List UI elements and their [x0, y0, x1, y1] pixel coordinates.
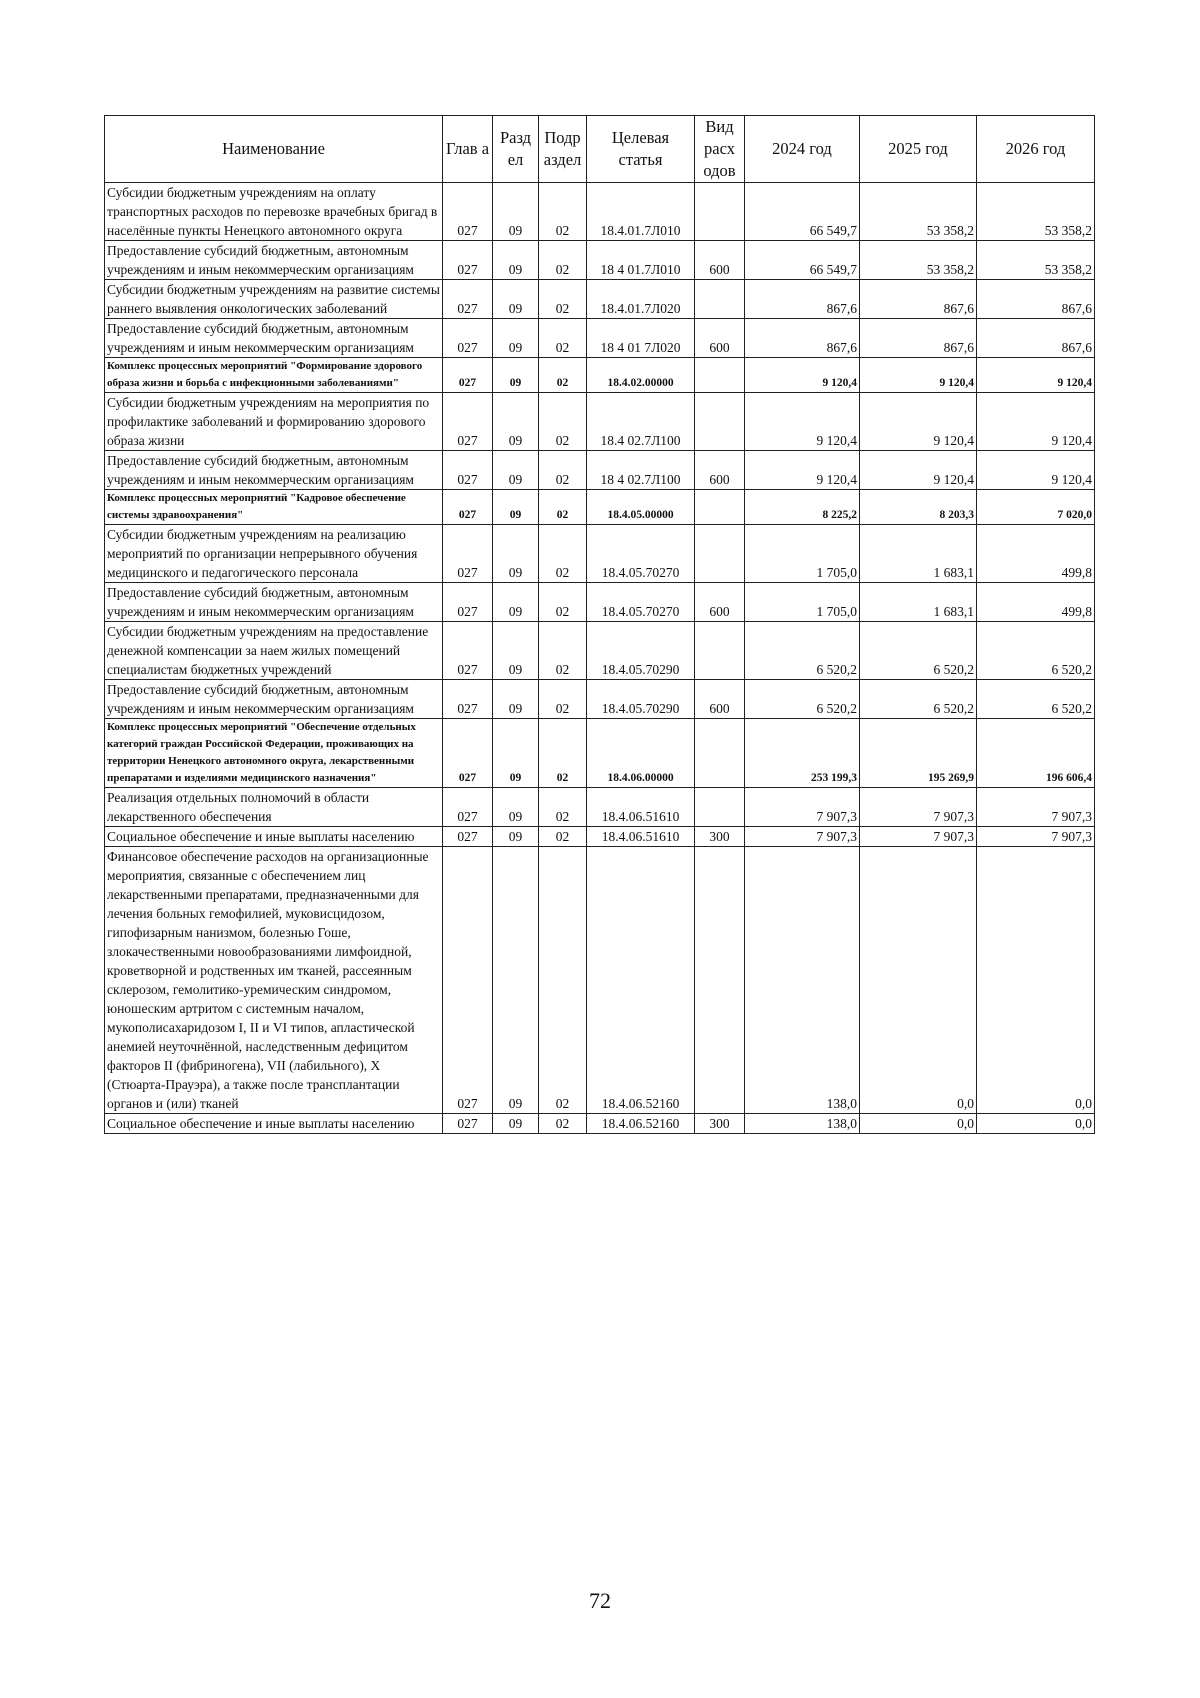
table-row: [105, 490, 1095, 525]
cell-2025: 8 203,3: [860, 490, 977, 525]
cell-glava: 027: [443, 680, 493, 719]
cell-2024: 867,6: [745, 319, 860, 358]
cell-2026: 53 358,2: [977, 241, 1095, 280]
cell-razdel: 09: [493, 183, 539, 241]
cell-name: Предоставление субсидий бюджетным, автономным учреждениям и иным некоммерческим организациям: [105, 680, 443, 719]
cell-2024: 7 907,3: [745, 827, 860, 847]
cell-podrazdel: 02: [539, 451, 587, 490]
cell-glava: 027: [443, 490, 493, 525]
cell-razdel: 09: [493, 319, 539, 358]
cell-2026: 7 907,3: [977, 788, 1095, 827]
cell-2024: 66 549,7: [745, 183, 860, 241]
cell-2024: 9 120,4: [745, 451, 860, 490]
cell-2025: 7 907,3: [860, 788, 977, 827]
cell-vid: 600: [695, 241, 745, 280]
cell-2025: 7 907,3: [860, 827, 977, 847]
cell-statya: 18.4.06.52160: [587, 1114, 695, 1134]
cell-2025: 0,0: [860, 1114, 977, 1134]
cell-vid: 600: [695, 319, 745, 358]
cell-2024: 66 549,7: [745, 241, 860, 280]
cell-razdel: 09: [493, 788, 539, 827]
cell-vid: 600: [695, 583, 745, 622]
cell-2025: 9 120,4: [860, 451, 977, 490]
cell-razdel: 09: [493, 622, 539, 680]
cell-razdel: 09: [493, 280, 539, 319]
budget-table: [104, 115, 1095, 1134]
cell-glava: 027: [443, 847, 493, 1114]
table-row: [105, 393, 1095, 451]
header-vid: Вид расх одов: [695, 116, 745, 183]
cell-2024: 138,0: [745, 847, 860, 1114]
cell-statya: 18.4.02.00000: [587, 358, 695, 393]
cell-glava: 027: [443, 358, 493, 393]
cell-2024: 1 705,0: [745, 525, 860, 583]
cell-razdel: 09: [493, 393, 539, 451]
cell-name: Субсидии бюджетным учреждениям на оплату транспортных расходов по перевозке врачебных бригад в населённые пункты Ненецкого автономного округа: [105, 183, 443, 241]
cell-podrazdel: 02: [539, 827, 587, 847]
cell-2025: 6 520,2: [860, 622, 977, 680]
cell-glava: 027: [443, 719, 493, 788]
cell-2026: 196 606,4: [977, 719, 1095, 788]
cell-name: Предоставление субсидий бюджетным, автономным учреждениям и иным некоммерческим организациям: [105, 451, 443, 490]
table-row: [105, 788, 1095, 827]
table-row: [105, 827, 1095, 847]
table-row: [105, 525, 1095, 583]
header-razdel: Разд ел: [493, 116, 539, 183]
cell-podrazdel: 02: [539, 319, 587, 358]
cell-razdel: 09: [493, 827, 539, 847]
cell-podrazdel: 02: [539, 680, 587, 719]
cell-statya: 18.4.06.52160: [587, 847, 695, 1114]
cell-vid: [695, 490, 745, 525]
header-podrazdel: Подр аздел: [539, 116, 587, 183]
cell-podrazdel: 02: [539, 1114, 587, 1134]
cell-2024: 6 520,2: [745, 680, 860, 719]
cell-2026: 9 120,4: [977, 393, 1095, 451]
cell-2026: 7 020,0: [977, 490, 1095, 525]
cell-name: Предоставление субсидий бюджетным, автономным учреждениям и иным некоммерческим организациям: [105, 319, 443, 358]
cell-glava: 027: [443, 183, 493, 241]
cell-name: Субсидии бюджетным учреждениям на предоставление денежной компенсации за наем жилых помещений специалистам бюджетных учреждений: [105, 622, 443, 680]
cell-statya: 18.4.06.00000: [587, 719, 695, 788]
cell-vid: [695, 358, 745, 393]
cell-name: Комплекс процессных мероприятий "Формирование здорового образа жизни и борьба с инфекционными заболеваниями": [105, 358, 443, 393]
cell-podrazdel: 02: [539, 393, 587, 451]
cell-statya: 18.4.05.70290: [587, 622, 695, 680]
cell-2026: 6 520,2: [977, 622, 1095, 680]
cell-statya: 18.4.06.51610: [587, 788, 695, 827]
cell-podrazdel: 02: [539, 525, 587, 583]
cell-2026: 9 120,4: [977, 451, 1095, 490]
cell-vid: [695, 788, 745, 827]
table-row: [105, 241, 1095, 280]
cell-2024: 867,6: [745, 280, 860, 319]
cell-name: Комплекс процессных мероприятий "Кадровое обеспечение системы здравоохранения": [105, 490, 443, 525]
cell-statya: 18 4 01 7Л020: [587, 319, 695, 358]
cell-2024: 8 225,2: [745, 490, 860, 525]
cell-2024: 9 120,4: [745, 358, 860, 393]
cell-glava: 027: [443, 280, 493, 319]
cell-2025: 53 358,2: [860, 241, 977, 280]
cell-2026: 0,0: [977, 1114, 1095, 1134]
cell-name: Субсидии бюджетным учреждениям на развитие системы раннего выявления онкологических заболеваний: [105, 280, 443, 319]
cell-2025: 1 683,1: [860, 525, 977, 583]
cell-statya: 18.4.01.7Л010: [587, 183, 695, 241]
cell-vid: [695, 393, 745, 451]
cell-name: Социальное обеспечение и иные выплаты населению: [105, 827, 443, 847]
cell-razdel: 09: [493, 358, 539, 393]
cell-2025: 867,6: [860, 280, 977, 319]
cell-glava: 027: [443, 241, 493, 280]
cell-razdel: 09: [493, 490, 539, 525]
cell-statya: 18.4.01.7Л020: [587, 280, 695, 319]
table-row: [105, 583, 1095, 622]
cell-2024: 253 199,3: [745, 719, 860, 788]
cell-name: Комплекс процессных мероприятий "Обеспечение отдельных категорий граждан Российской Федерации, проживающих на территории Ненецкого автономного округа, лекарственными препаратами и изделиями медицинского назначения": [105, 719, 443, 788]
table-row: [105, 319, 1095, 358]
cell-2024: 1 705,0: [745, 583, 860, 622]
cell-2025: 6 520,2: [860, 680, 977, 719]
cell-2025: 195 269,9: [860, 719, 977, 788]
cell-razdel: 09: [493, 680, 539, 719]
cell-2026: 7 907,3: [977, 827, 1095, 847]
cell-2025: 1 683,1: [860, 583, 977, 622]
cell-statya: 18.4.05.70290: [587, 680, 695, 719]
cell-podrazdel: 02: [539, 583, 587, 622]
cell-2026: 499,8: [977, 525, 1095, 583]
cell-2026: 0,0: [977, 847, 1095, 1114]
cell-glava: 027: [443, 788, 493, 827]
cell-glava: 027: [443, 393, 493, 451]
cell-2025: 9 120,4: [860, 393, 977, 451]
table-row: [105, 719, 1095, 788]
cell-podrazdel: 02: [539, 241, 587, 280]
cell-podrazdel: 02: [539, 490, 587, 525]
cell-2026: 867,6: [977, 280, 1095, 319]
table-row: [105, 358, 1095, 393]
cell-vid: 300: [695, 1114, 745, 1134]
cell-2024: 6 520,2: [745, 622, 860, 680]
cell-glava: 027: [443, 583, 493, 622]
cell-glava: 027: [443, 622, 493, 680]
header-glava: Глав а: [443, 116, 493, 183]
table-row: [105, 451, 1095, 490]
cell-podrazdel: 02: [539, 280, 587, 319]
cell-podrazdel: 02: [539, 788, 587, 827]
cell-vid: [695, 622, 745, 680]
cell-vid: 600: [695, 680, 745, 719]
cell-2024: 138,0: [745, 1114, 860, 1134]
cell-vid: [695, 847, 745, 1114]
cell-name: Финансовое обеспечение расходов на организационные мероприятия, связанные с обеспечением лиц лекарственными препаратами, предназначенными для лечения больных гемофилией, муковисцидозом, гипофизарным нанизмом, болезнью Гоше, злокачественными новообразованиями лимфоидной, кроветворной и родственных им тканей, рассеянным склерозом, гемолитико-уремическим синдромом, юношеским артритом с системным началом, мукополисахаридозом I, II и VI типов, апластической анемией неуточнённой, наследственным дефицитом факторов II (фибриногена), VII (лабильного), X (Стюарта-Прауэра), а также после трансплантации органов и (или) тканей: [105, 847, 443, 1114]
cell-name: Предоставление субсидий бюджетным, автономным учреждениям и иным некоммерческим организациям: [105, 583, 443, 622]
cell-2025: 9 120,4: [860, 358, 977, 393]
cell-statya: 18.4 02.7Л100: [587, 393, 695, 451]
cell-razdel: 09: [493, 847, 539, 1114]
cell-name: Субсидии бюджетным учреждениям на реализацию мероприятий по организации непрерывного обучения медицинского и педагогического персонала: [105, 525, 443, 583]
cell-2026: 6 520,2: [977, 680, 1095, 719]
cell-razdel: 09: [493, 525, 539, 583]
cell-vid: [695, 719, 745, 788]
cell-2025: 867,6: [860, 319, 977, 358]
table-row: [105, 622, 1095, 680]
cell-statya: 18.4.05.70270: [587, 525, 695, 583]
cell-glava: 027: [443, 451, 493, 490]
header-statya: Целевая статья: [587, 116, 695, 183]
cell-2026: 9 120,4: [977, 358, 1095, 393]
header-2024: 2024 год: [745, 116, 860, 183]
table-row: [105, 280, 1095, 319]
cell-podrazdel: 02: [539, 183, 587, 241]
cell-razdel: 09: [493, 1114, 539, 1134]
cell-vid: [695, 183, 745, 241]
cell-vid: [695, 525, 745, 583]
cell-name: Реализация отдельных полномочий в области лекарственного обеспечения: [105, 788, 443, 827]
cell-name: Предоставление субсидий бюджетным, автономным учреждениям и иным некоммерческим организациям: [105, 241, 443, 280]
cell-name: Субсидии бюджетным учреждениям на мероприятия по профилактике заболеваний и формированию здорового образа жизни: [105, 393, 443, 451]
cell-statya: 18.4.05.70270: [587, 583, 695, 622]
cell-statya: 18.4.05.00000: [587, 490, 695, 525]
cell-statya: 18 4 02.7Л100: [587, 451, 695, 490]
cell-vid: 600: [695, 451, 745, 490]
cell-statya: 18 4 01.7Л010: [587, 241, 695, 280]
cell-vid: 300: [695, 827, 745, 847]
cell-podrazdel: 02: [539, 719, 587, 788]
cell-statya: 18.4.06.51610: [587, 827, 695, 847]
table-row: [105, 1114, 1095, 1134]
cell-2024: 7 907,3: [745, 788, 860, 827]
cell-glava: 027: [443, 827, 493, 847]
table-row: [105, 680, 1095, 719]
header-2025: 2025 год: [860, 116, 977, 183]
cell-razdel: 09: [493, 451, 539, 490]
cell-podrazdel: 02: [539, 847, 587, 1114]
cell-razdel: 09: [493, 583, 539, 622]
table-row: [105, 847, 1095, 1114]
table-body: [105, 183, 1095, 1134]
cell-glava: 027: [443, 525, 493, 583]
cell-2026: 53 358,2: [977, 183, 1095, 241]
page-number: 72: [589, 1588, 611, 1613]
cell-name: Социальное обеспечение и иные выплаты населению: [105, 1114, 443, 1134]
header-name: Наименование: [105, 116, 443, 183]
table-header-row: [105, 116, 1095, 183]
cell-razdel: 09: [493, 719, 539, 788]
cell-2026: 499,8: [977, 583, 1095, 622]
cell-podrazdel: 02: [539, 622, 587, 680]
header-2026: 2026 год: [977, 116, 1095, 183]
cell-podrazdel: 02: [539, 358, 587, 393]
cell-2025: 53 358,2: [860, 183, 977, 241]
cell-2026: 867,6: [977, 319, 1095, 358]
cell-2024: 9 120,4: [745, 393, 860, 451]
cell-razdel: 09: [493, 241, 539, 280]
table-row: [105, 183, 1095, 241]
cell-2025: 0,0: [860, 847, 977, 1114]
cell-glava: 027: [443, 1114, 493, 1134]
cell-glava: 027: [443, 319, 493, 358]
cell-vid: [695, 280, 745, 319]
